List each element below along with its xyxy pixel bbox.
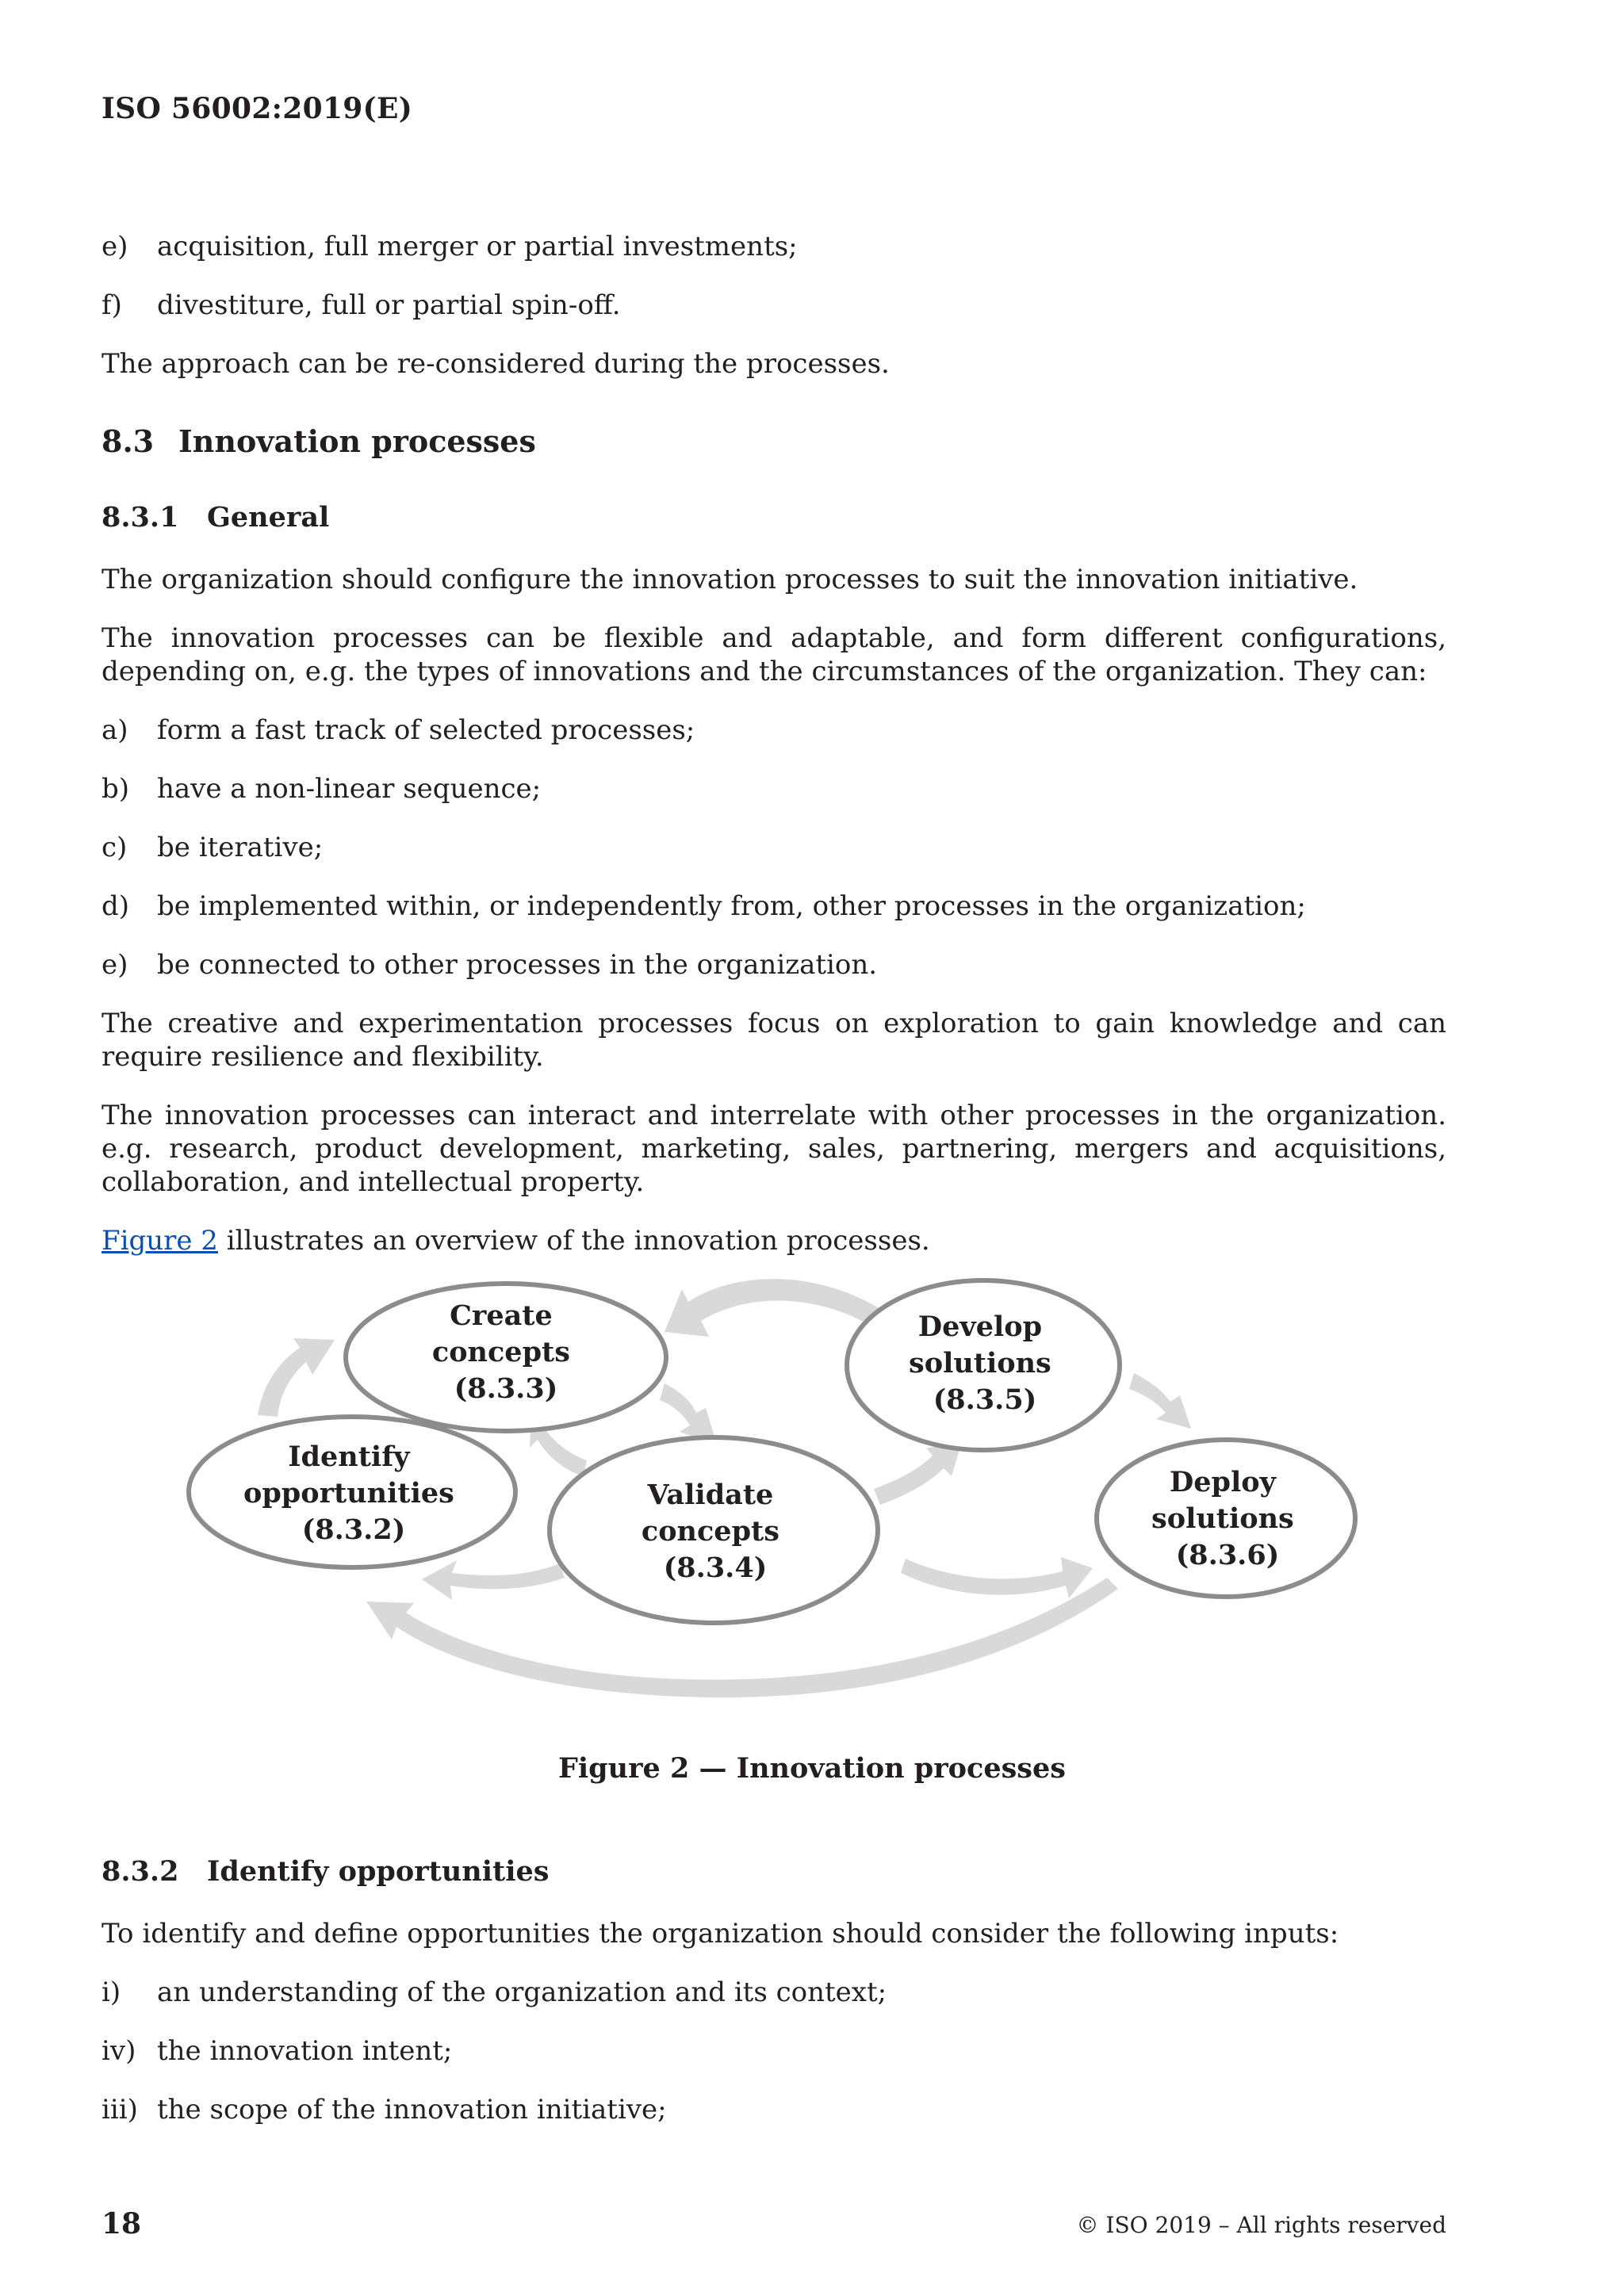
node-label-line: Create <box>450 1299 553 1332</box>
list-item-label: f) <box>102 289 122 321</box>
list-item-text: have a non-linear sequence; <box>157 773 542 805</box>
section-title: Innovation processes <box>178 423 536 459</box>
node-label-line: Develop <box>917 1311 1043 1343</box>
section-number: 8.3 <box>102 423 155 459</box>
list-item-label: iii) <box>102 2094 138 2126</box>
node-label-line: Deploy <box>1169 1466 1276 1498</box>
arrow-validate-to-identify <box>422 1560 565 1600</box>
list-item-label: c) <box>102 832 128 863</box>
node-label-line: Identify <box>288 1441 410 1473</box>
node-label-validate-concepts <box>642 1479 789 1584</box>
paragraph-configure: The organization should configure the innovation processes to suit the innovation initiative. <box>102 564 1358 595</box>
node-label-line: solutions <box>1151 1502 1294 1535</box>
node-label-line: Validate <box>647 1479 774 1511</box>
list-item-label: a) <box>102 714 128 746</box>
arrow-validate-to-develop <box>874 1445 961 1505</box>
innovation-processes-diagram <box>0 1253 1624 1744</box>
arrow-develop-to-deploy <box>1129 1373 1191 1429</box>
node-label-line: (8.3.4) <box>663 1552 768 1584</box>
section-title: General <box>207 501 330 534</box>
list-item-text: be connected to other processes in the organization. <box>157 949 878 981</box>
list-item-label: i) <box>102 1976 121 2008</box>
list-item-text: the innovation intent; <box>157 2035 453 2067</box>
arrow-identify-to-create <box>258 1338 335 1417</box>
list-item-text: be implemented within, or independently from, other processes in the organization; <box>157 890 1306 922</box>
section-heading-8-3-1 <box>102 501 329 534</box>
paragraph-identify: To identify and define opportunities the organization should consider the following inputs: <box>102 1918 1339 1950</box>
node-label-line: solutions <box>909 1347 1051 1380</box>
page-header-standard: ISO 56002:2019(E) <box>102 92 413 125</box>
figure-reference-text: illustrates an overview of the innovation processes. <box>217 1225 930 1257</box>
paragraph-interact: The innovation processes can interact and interrelate with other processes in the organization. e.g. research, product development, marketing, sales, partnering, mergers and acquisitions, collaboration, and intellectual property. <box>102 1100 1446 1198</box>
list-item-label: b) <box>102 773 130 805</box>
copyright-notice: © ISO 2019 – All rights reserved <box>1076 2212 1446 2238</box>
node-label-line: concepts <box>431 1336 570 1368</box>
figure-caption: Figure 2 — Innovation processes <box>558 1752 1066 1785</box>
page-number: 18 <box>102 2207 142 2241</box>
paragraph-approach: The approach can be re-considered during the processes. <box>102 348 890 380</box>
list-item-text: be iterative; <box>157 832 324 863</box>
arrow-develop-to-create <box>665 1279 882 1337</box>
list-item-text: divestiture, full or partial spin-off. <box>157 289 621 321</box>
list-item-label: e) <box>102 949 128 981</box>
list-item-text: form a fast track of selected processes; <box>157 714 695 746</box>
node-label-create-concepts <box>432 1299 580 1405</box>
node-label-line: (8.3.5) <box>933 1383 1037 1416</box>
list-item-label: e) <box>102 231 128 262</box>
section-number: 8.3.2 <box>102 1855 179 1888</box>
list-item-text: the scope of the innovation initiative; <box>157 2094 667 2126</box>
arrow-validate-to-deploy <box>901 1557 1093 1598</box>
node-label-line: concepts <box>641 1515 779 1548</box>
node-label-line: (8.3.6) <box>1175 1539 1280 1571</box>
list-item-text: an understanding of the organization and its context; <box>157 1976 887 2008</box>
paragraph-flexible: The innovation processes can be flexible and adaptable, and form different configurations, depending on, e.g. the types of innovations and the circumstances of the organization. They can: <box>102 622 1446 687</box>
section-heading-8-3-2 <box>102 1855 549 1888</box>
list-item-label: d) <box>102 890 130 922</box>
node-label-line: (8.3.2) <box>301 1513 406 1546</box>
section-heading-8-3 <box>102 423 536 459</box>
node-label-line: (8.3.3) <box>454 1372 558 1405</box>
section-title: Identify opportunities <box>207 1855 550 1888</box>
paragraph-creative: The creative and experimentation processes focus on exploration to gain knowledge and can require resilience and flexibility. <box>102 1008 1446 1073</box>
figure-2-link[interactable]: Figure 2 <box>102 1225 218 1257</box>
list-item-label: iv) <box>102 2035 136 2067</box>
node-label-line: opportunities <box>243 1477 454 1510</box>
section-number: 8.3.1 <box>102 501 179 534</box>
list-item-text: acquisition, full merger or partial investments; <box>157 231 798 262</box>
